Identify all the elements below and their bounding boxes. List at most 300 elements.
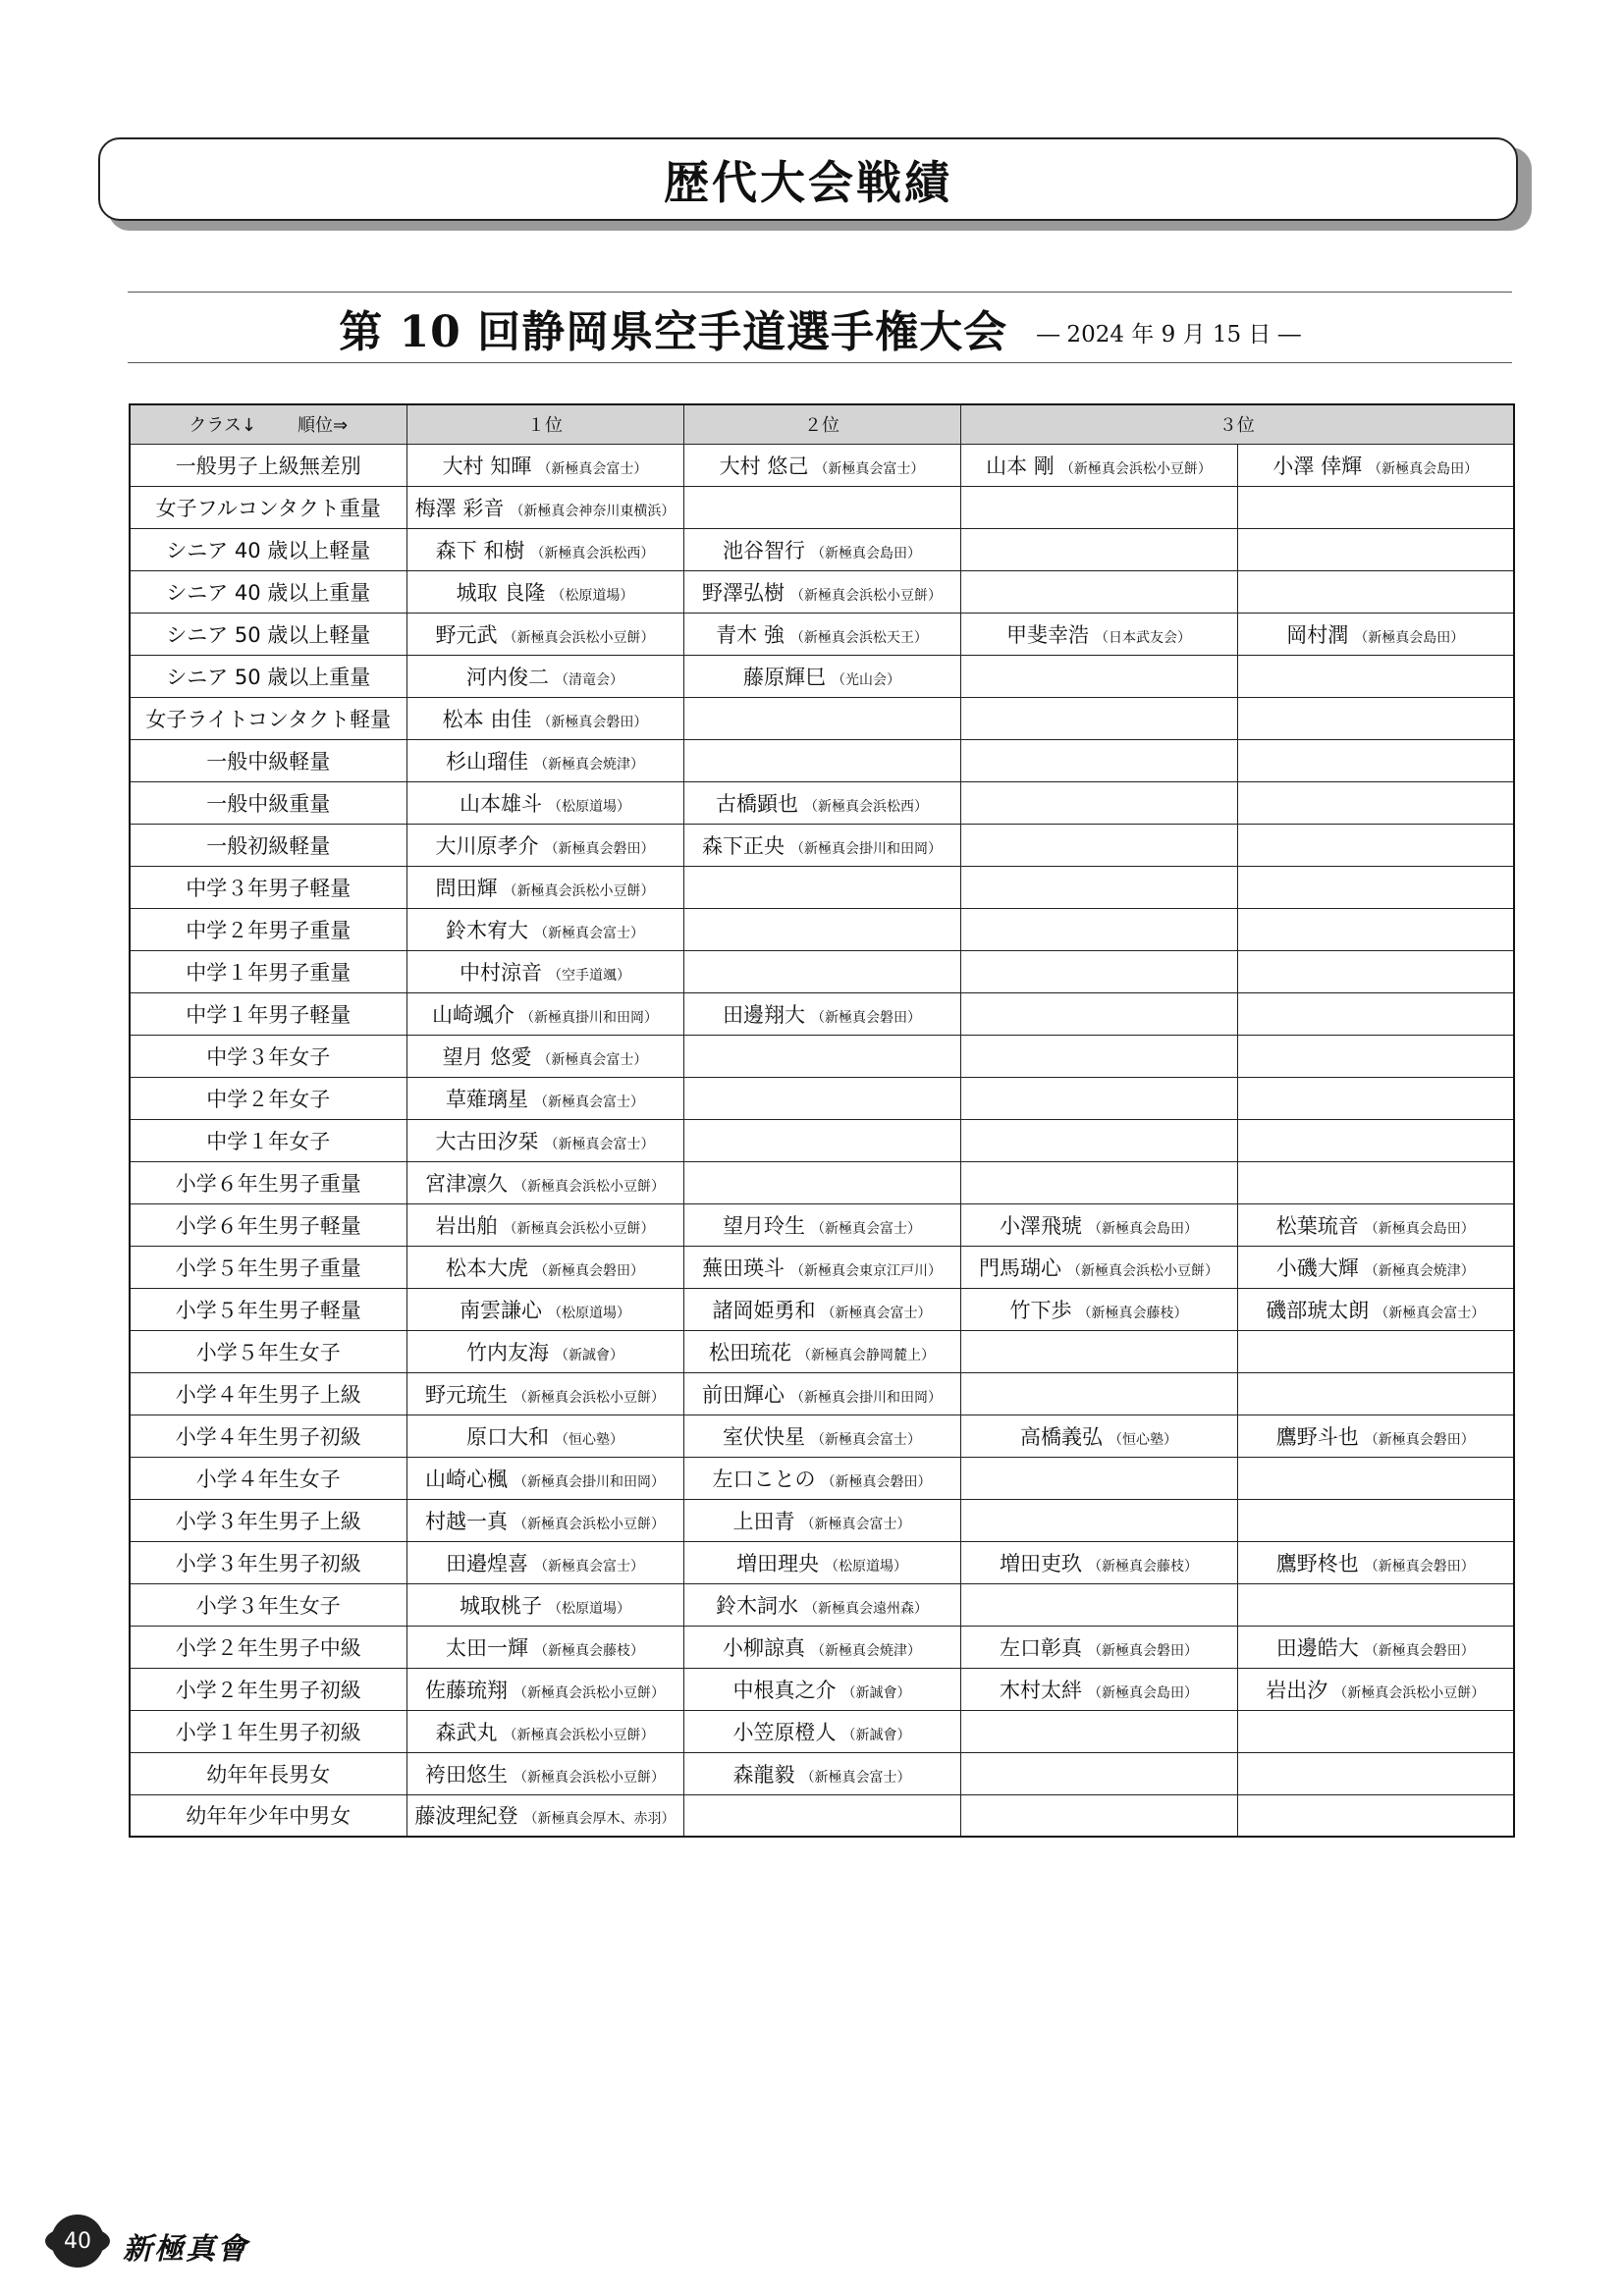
table-row [130,866,1514,908]
dojo-name: （日本武友会） [1095,629,1191,646]
athlete-name: 野元琉生 [425,1382,508,1407]
table-row [130,1330,1514,1372]
result-cell-r3a [960,697,1237,739]
result-cell-r3b [1237,908,1514,950]
dojo-name: （新誠會） [555,1347,623,1363]
athlete-name: 藤原輝巳 [743,665,826,689]
athlete-name: 高橋義弘 [1020,1424,1103,1449]
dojo-name: （新極真会浜松小豆餅） [514,1684,665,1701]
page-number: 40 [64,2228,91,2254]
result-cell-r2 [683,1161,960,1203]
result-cell-r2 [683,1752,960,1794]
dojo-name: （新極真会富士） [814,460,925,477]
table-row [130,781,1514,824]
athlete-name: 門馬瑚心 [979,1255,1061,1280]
result-cell-r3a [960,1035,1237,1077]
athlete-name: 望月 悠愛 [442,1044,532,1069]
event-heading [128,297,1512,358]
subtitle-rule-bottom [128,362,1512,363]
class-cell: 小学３年生男子初級 [130,1541,406,1583]
result-cell-r1 [406,655,683,697]
result-cell-r1 [406,1583,683,1626]
athlete-name: 左口ことの [712,1467,816,1491]
athlete-name: 大村 悠己 [719,454,809,478]
dojo-name: （松原道場） [548,1600,630,1617]
result-cell-r1 [406,1330,683,1372]
result-cell-r1 [406,1372,683,1415]
results-body [130,444,1514,1837]
athlete-name: 森下正央 [702,833,785,858]
athlete-name: 前田輝心 [702,1382,785,1407]
result-cell-r2 [683,1794,960,1837]
result-cell-r1 [406,528,683,570]
result-cell-r3b [1237,1499,1514,1541]
result-cell-r3a [960,1372,1237,1415]
class-cell: 一般初級軽量 [130,824,406,866]
table-row [130,950,1514,992]
dojo-name: （新極真会藤枝） [534,1642,644,1659]
result-cell-r1 [406,1457,683,1499]
dojo-name: （新極真会藤枝） [1088,1558,1198,1575]
table-row [130,1203,1514,1246]
result-cell-r3b [1237,613,1514,655]
dojo-name: （新極真会掛川和田岡） [790,1389,942,1406]
class-cell: 女子フルコンタクト重量 [130,486,406,528]
dojo-name: （新極真会磐田） [544,840,655,857]
header-third: ３位 [960,404,1514,444]
dojo-name: （新極真会磐田） [1364,1431,1475,1448]
table-row [130,528,1514,570]
dojo-name: （新極真会浜松小豆餅） [503,882,655,899]
table-row [130,1668,1514,1710]
result-cell-r3a [960,1752,1237,1794]
athlete-name: 大村 知暉 [442,454,532,478]
athlete-name: 竹内友海 [466,1340,549,1364]
athlete-name: 中根真之介 [732,1678,837,1702]
table-row [130,1415,1514,1457]
table-row [130,1752,1514,1794]
athlete-name: 森下 和樹 [435,538,525,562]
dojo-name: （新極真会浜松小豆餅） [1059,460,1212,477]
result-cell-r1 [406,1161,683,1203]
dojo-name: （新極真会富士） [800,1769,911,1786]
result-cell-r3b [1237,1457,1514,1499]
athlete-name: 佐藤琉翔 [425,1678,508,1702]
result-cell-r3b [1237,1203,1514,1246]
dojo-name: （新極真会富士） [811,1431,921,1448]
dojo-name: （新極真会磐田） [1364,1642,1475,1659]
dojo-name: （新極真会厚木、赤羽） [523,1811,676,1828]
athlete-name: 鈴木詞水 [716,1593,798,1618]
dojo-name: （恒心塾） [555,1431,623,1448]
result-cell-r2 [683,1077,960,1119]
athlete-name: 岩出舶 [435,1213,498,1238]
result-cell-r1 [406,739,683,781]
athlete-name: 田邉煌喜 [446,1551,528,1575]
result-cell-r1 [406,1203,683,1246]
result-cell-r3b [1237,1668,1514,1710]
result-cell-r3a [960,866,1237,908]
table-row [130,570,1514,613]
dojo-name: （新極真会遠州森） [804,1600,928,1617]
result-cell-r3a [960,1415,1237,1457]
dojo-name: （新極真会焼津） [811,1642,921,1659]
athlete-name: 鷹野斗也 [1275,1424,1359,1449]
result-cell-r3a [960,1288,1237,1330]
result-cell-r2 [683,1372,960,1415]
result-cell-r2 [683,1415,960,1457]
table-row [130,1499,1514,1541]
result-cell-r2 [683,1541,960,1583]
table-row [130,992,1514,1035]
dojo-name: （新極真会島田） [1364,1220,1475,1237]
result-cell-r2 [683,824,960,866]
class-cell: 一般中級軽量 [130,739,406,781]
class-cell: 中学１年男子軽量 [130,992,406,1035]
result-cell-r1 [406,1710,683,1752]
result-cell-r2 [683,1626,960,1668]
athlete-name: 小澤飛琥 [1000,1213,1082,1238]
dojo-name: （新極真会富士） [534,1558,644,1575]
table-row [130,613,1514,655]
athlete-name: 鷹野柊也 [1275,1551,1359,1575]
class-cell: 小学６年生男子重量 [130,1161,406,1203]
athlete-name: 袴田悠生 [425,1762,508,1787]
result-cell-r2 [683,1668,960,1710]
class-cell: 幼年年少年中男女 [130,1794,406,1837]
result-cell-r3b [1237,1583,1514,1626]
table-row [130,655,1514,697]
athlete-name: 野元武 [435,622,498,647]
result-cell-r3b [1237,1541,1514,1583]
athlete-name: 森武丸 [435,1720,498,1744]
class-cell: 小学５年生女子 [130,1330,406,1372]
result-cell-r3a [960,1203,1237,1246]
result-cell-r2 [683,781,960,824]
result-cell-r2 [683,655,960,697]
result-cell-r3b [1237,992,1514,1035]
result-cell-r3b [1237,444,1514,486]
athlete-name: 松葉琉音 [1275,1213,1359,1238]
result-cell-r1 [406,908,683,950]
result-cell-r1 [406,486,683,528]
result-cell-r1 [406,1077,683,1119]
header-box [98,137,1518,221]
result-cell-r3b [1237,950,1514,992]
header-first: １位 [406,404,683,444]
table-row [130,1710,1514,1752]
class-cell: 女子ライトコンタクト軽量 [130,697,406,739]
dojo-name: （新極真会掛川和田岡） [514,1473,665,1490]
athlete-name: 野澤弘樹 [702,580,785,605]
dojo-name: （新極真会磐田） [534,1262,644,1279]
result-cell-r3a [960,1541,1237,1583]
athlete-name: 岩出汐 [1266,1678,1328,1702]
result-cell-r3b [1237,697,1514,739]
result-cell-r1 [406,1541,683,1583]
result-cell-r3b [1237,739,1514,781]
athlete-name: 宮津凛久 [425,1171,508,1196]
athlete-name: 山本雄斗 [460,791,542,816]
result-cell-r3a [960,1457,1237,1499]
dojo-name: （新極真会富士） [544,1136,655,1152]
result-cell-r3b [1237,1415,1514,1457]
athlete-name: 杉山瑠佳 [446,749,528,774]
athlete-name: 山崎心楓 [425,1467,508,1491]
results-table [129,403,1515,1838]
class-cell: 小学５年生男子軽量 [130,1288,406,1330]
result-cell-r3a [960,1330,1237,1372]
dojo-name: （新極真会浜松小豆餅） [1067,1262,1218,1279]
dojo-name: （恒心塾） [1109,1431,1177,1448]
result-cell-r2 [683,739,960,781]
class-cell: 幼年年長男女 [130,1752,406,1794]
page-number-badge [51,2215,104,2268]
result-cell-r1 [406,950,683,992]
dojo-name: （新極真会浜松西） [530,545,655,561]
result-cell-r3b [1237,1752,1514,1794]
athlete-name: 大川原孝介 [435,833,539,858]
table-row [130,1626,1514,1668]
result-cell-r3a [960,528,1237,570]
dojo-name: （新極真会神奈川東横浜） [510,503,676,519]
table-row [130,1794,1514,1837]
dojo-name: （新極真会磐田） [1364,1558,1475,1575]
result-cell-r1 [406,866,683,908]
table-row [130,1541,1514,1583]
athlete-name: 山本 剛 [986,454,1055,478]
dojo-name: （新極真会浜松小豆餅） [1333,1684,1486,1701]
dojo-name: （松原道場） [548,798,630,815]
result-cell-r3a [960,613,1237,655]
athlete-name: 鈴木宥大 [446,918,528,942]
result-cell-r2 [683,908,960,950]
athlete-name: 望月玲生 [723,1213,805,1238]
class-cell: 中学３年女子 [130,1035,406,1077]
result-cell-r3a [960,486,1237,528]
class-cell: 小学３年生男子上級 [130,1499,406,1541]
class-cell: 中学１年男子重量 [130,950,406,992]
athlete-name: 竹下歩 [1009,1298,1072,1322]
footer-logo: 新極真會 [123,2232,248,2267]
athlete-name: 田邊翔大 [723,1002,805,1027]
result-cell-r3b [1237,1161,1514,1203]
result-cell-r1 [406,1288,683,1330]
dojo-name: （新極真会富士） [800,1516,911,1532]
class-cell: 中学１年女子 [130,1119,406,1161]
dojo-name: （新極真会磐田） [1088,1642,1198,1659]
table-row [130,1372,1514,1415]
table-row [130,739,1514,781]
result-cell-r3a [960,1246,1237,1288]
result-cell-r1 [406,570,683,613]
dojo-name: （空手道颯） [548,967,630,984]
athlete-name: 河内俊二 [466,665,549,689]
result-cell-r3a [960,992,1237,1035]
result-cell-r2 [683,1499,960,1541]
athlete-name: 大古田汐栞 [435,1129,539,1153]
table-row [130,1583,1514,1626]
result-cell-r3b [1237,655,1514,697]
result-cell-r3b [1237,1372,1514,1415]
dojo-name: （新極真会富士） [811,1220,921,1237]
athlete-name: 松本 由佳 [442,707,532,731]
athlete-name: 蕪田瑛斗 [702,1255,785,1280]
dojo-name: （新極真会浜松小豆餅） [514,1516,665,1532]
athlete-name: 梅澤 彩音 [414,496,505,520]
dojo-name: （新極真会浜松西） [804,798,928,815]
result-cell-r3b [1237,1710,1514,1752]
header-class-rank [130,404,406,444]
dojo-name: （松原道場） [548,1305,630,1321]
dojo-name: （新極真会浜松小豆餅） [503,1727,655,1743]
class-cell: 小学６年生男子軽量 [130,1203,406,1246]
dojo-name: （清竜会） [555,671,623,688]
class-cell: 中学３年男子軽量 [130,866,406,908]
result-cell-r2 [683,1710,960,1752]
result-cell-r1 [406,1794,683,1837]
result-cell-r1 [406,1119,683,1161]
result-cell-r1 [406,1499,683,1541]
class-cell: シニア 50 歳以上重量 [130,655,406,697]
result-cell-r3b [1237,486,1514,528]
dojo-name: （光山会） [832,671,900,688]
class-cell: 小学４年生男子初級 [130,1415,406,1457]
result-cell-r2 [683,1457,960,1499]
result-cell-r3b [1237,781,1514,824]
dojo-name: （新極真会島田） [1088,1684,1198,1701]
result-cell-r3a [960,824,1237,866]
athlete-name: 太田一輝 [446,1635,528,1660]
result-cell-r2 [683,950,960,992]
athlete-name: 藤波理紀登 [414,1804,518,1829]
table-row [130,444,1514,486]
class-cell: シニア 40 歳以上重量 [130,570,406,613]
athlete-name: 増田吏玖 [1000,1551,1082,1575]
dojo-name: （新極真会浜松小豆餅） [514,1389,665,1406]
table-row [130,824,1514,866]
class-cell: シニア 40 歳以上軽量 [130,528,406,570]
athlete-name: 木村太絆 [1000,1678,1082,1702]
table-header-row [130,404,1514,444]
result-cell-r3a [960,1119,1237,1161]
result-cell-r3a [960,908,1237,950]
athlete-name: 池谷智行 [723,538,805,562]
dojo-name: （新極真掛川和田岡） [520,1009,658,1026]
dojo-name: （新極真会浜松小豆餅） [514,1769,665,1786]
athlete-name: 城取桃子 [460,1593,542,1618]
athlete-name: 甲斐幸浩 [1006,622,1089,647]
result-cell-r1 [406,1415,683,1457]
class-cell: 中学２年女子 [130,1077,406,1119]
result-cell-r3a [960,1499,1237,1541]
result-cell-r1 [406,781,683,824]
athlete-name: 古橋顕也 [716,791,798,816]
dojo-name: （新誠會） [841,1684,911,1701]
result-cell-r1 [406,1246,683,1288]
class-cell: 一般男子上級無差別 [130,444,406,486]
table-row [130,1288,1514,1330]
dojo-name: （新極真会富士） [537,1051,648,1068]
dojo-name: （新極真会島田） [811,545,921,561]
athlete-name: 磯部琥太朗 [1266,1298,1370,1322]
result-cell-r3b [1237,1246,1514,1288]
result-cell-r1 [406,992,683,1035]
result-cell-r3a [960,950,1237,992]
result-cell-r1 [406,697,683,739]
result-cell-r2 [683,697,960,739]
result-cell-r2 [683,1119,960,1161]
athlete-name: 諸岡姫勇和 [712,1298,816,1322]
dojo-name: （新極真会静岡麓上） [797,1347,935,1363]
dojo-name: （新極真会島田） [1368,460,1479,477]
result-cell-r1 [406,1668,683,1710]
result-cell-r2 [683,1246,960,1288]
result-cell-r3a [960,570,1237,613]
class-cell: 小学２年生男子初級 [130,1668,406,1710]
dojo-name: （新極真会富士） [1375,1305,1486,1321]
athlete-name: 城取 良隆 [456,580,546,605]
athlete-name: 原口大和 [466,1424,549,1449]
class-cell: 小学１年生男子初級 [130,1710,406,1752]
table-row [130,697,1514,739]
result-cell-r1 [406,1752,683,1794]
athlete-name: 松田琉花 [709,1340,791,1364]
result-cell-r3b [1237,1077,1514,1119]
result-cell-r3b [1237,570,1514,613]
table-row [130,1119,1514,1161]
dojo-name: （新極真会島田） [1088,1220,1198,1237]
page-title: 歴代大会戦績 [664,155,952,209]
result-cell-r3a [960,655,1237,697]
athlete-name: 小磯大輝 [1275,1255,1359,1280]
dojo-name: （新極真会磐田） [811,1009,921,1026]
header-class: クラス↓ [189,415,256,437]
result-cell-r3b [1237,1035,1514,1077]
athlete-name: 青木 強 [716,622,785,647]
dojo-name: （新極真会島田） [1354,629,1465,646]
dojo-name: （新極真会富士） [821,1305,932,1321]
class-cell: 小学３年生女子 [130,1583,406,1626]
result-cell-r2 [683,570,960,613]
athlete-name: 室伏快星 [723,1424,805,1449]
dojo-name: （松原道場） [551,587,634,604]
dojo-name: （新極真会掛川和田岡） [790,840,942,857]
result-cell-r3b [1237,1794,1514,1837]
result-cell-r3a [960,444,1237,486]
dojo-name: （新極真会浜松小豆餅） [503,1220,655,1237]
result-cell-r2 [683,1035,960,1077]
athlete-name: 松本大虎 [446,1255,528,1280]
result-cell-r2 [683,1583,960,1626]
class-cell: シニア 50 歳以上軽量 [130,613,406,655]
athlete-name: 小柳諒真 [723,1635,805,1660]
result-cell-r3b [1237,824,1514,866]
result-cell-r1 [406,824,683,866]
athlete-name: 森龍毅 [732,1762,795,1787]
athlete-name: 岡村潤 [1286,622,1349,647]
table-row [130,1035,1514,1077]
athlete-name: 増田理央 [736,1551,819,1575]
result-cell-r3b [1237,1626,1514,1668]
dojo-name: （新極真会富士） [534,1094,644,1110]
class-cell: 小学４年生女子 [130,1457,406,1499]
result-cell-r3a [960,739,1237,781]
dojo-name: （新極真会浜松小豆餅） [503,629,655,646]
result-cell-r3a [960,1668,1237,1710]
result-cell-r2 [683,992,960,1035]
table-row [130,1457,1514,1499]
